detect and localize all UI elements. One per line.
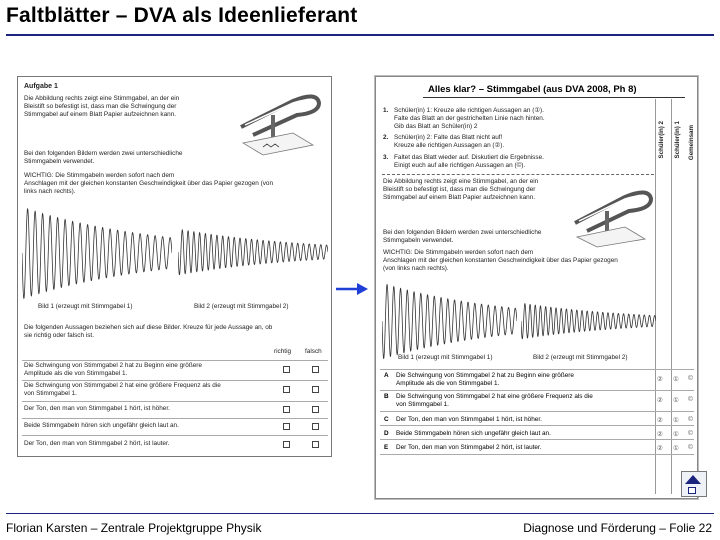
instruction-step: 3. — [383, 154, 389, 161]
warning-text: WICHTIG: Die Stimmgabeln werden sofort nach dem Anschlagen mit der gleichen konstanten Geschwindigkeit über das Papier gezogen (von links nach rechts). — [383, 249, 618, 273]
column-student-1: Schüler(in) 1 — [674, 121, 681, 159]
tuning-fork-illustration — [561, 183, 653, 249]
oscillation-trace-1 — [22, 205, 172, 301]
arrow-right-icon — [335, 282, 369, 296]
caption-1: Bild 1 (erzeugt mit Stimmgabel 1) — [398, 354, 493, 361]
checkbox-right[interactable] — [283, 366, 290, 373]
column-together: Gemeinsam — [688, 125, 695, 161]
worksheet-folded: Alles klar? – Stimmgabel (aus DVA 2008, Ph 8) Schüler(in) 2 Schüler(in) 1 Gemeinsam 1. Schüler(in) 1: Kreuze alle richtigen Aussagen an (①). Falte das Blatt an der gestrichelten Linie nach hinten. Gib das Blatt an Schüler(in) 2 2. Schüler(in) 2: Falte das Blatt nicht auf! Kreuze alle richtigen Aussagen an (②). 3. Faltet das Blatt wieder auf. Diskutiert die Ergebnisse. Einigt euch auf alle richtigen Aussagen an (©). Die Abbildung rechts zeigt eine Stimmgabel, an der ein Bleistift so befestigt ist, dass man die Schwingung der Stimmgabel auf einem Blatt Papier aufzeichnen kann. Bei den folgenden Bildern werden zwei unterschiedliche Stimmgabeln verwendet. WICHTIG: Die Stimmgabeln werden sofort nach dem Anschlagen mit der gleichen konstanten Geschwindigkeit über das Papier gezogen (von links nach rechts). Bild 1 (erzeugt mit Stimmgabel 1) Bild 2 (erzeugt mit Stimmgabel 2) A Die Schwingung von Stimmgabel 2 hat zu Beginn eine größere Amplitude als die von Stimmgabel 1. ② ① © B Die Schwingung von Stimmgabel 2 hat eine größere Frequenz als die von Stimmgabel 1. ② ① © C Der Ton, den man von Stimmgabel 1 hört, ist höher. ② ① © D Beide Stimmgabeln hören sich ungefähr gleich laut an. ② ① © E Der Ton, den man von Stimmgabel 2 hört, ist lauter. ② ① © — [375, 76, 698, 499]
caption-1: Bild 1 (erzeugt mit Stimmgabel 1) — [38, 303, 133, 310]
tuning-fork-illustration — [223, 85, 323, 157]
checkbox-wrong[interactable] — [312, 386, 319, 393]
task-heading: Aufgabe 1 — [24, 83, 58, 90]
description-text: Bei den folgenden Bildern werden zwei unterschiedliche Stimmgabeln verwendet. — [24, 150, 183, 166]
description-text: Bei den folgenden Bildern werden zwei unterschiedliche Stimmgabeln verwendet. — [383, 229, 542, 245]
oscillation-trace-1 — [382, 281, 517, 361]
column-wrong-label: falsch — [305, 348, 322, 355]
caption-2: Bild 2 (erzeugt mit Stimmgabel 2) — [194, 303, 289, 310]
checkbox-wrong[interactable] — [312, 406, 319, 413]
checkbox-wrong[interactable] — [312, 441, 319, 448]
checkbox-right[interactable] — [283, 406, 290, 413]
footer-slide-info: Diagnose und Förderung – Folie 22 — [523, 521, 712, 535]
oscillation-trace-2 — [521, 301, 656, 341]
instruction-step: 1. — [383, 107, 389, 114]
column-student-2: Schüler(in) 2 — [658, 121, 665, 159]
instruction-text: Schüler(in) 2: Falte das Blatt nicht auf! Kreuze alle richtigen Aussagen an (②). — [394, 134, 505, 150]
question-text: Die folgenden Aussagen beziehen sich auf diese Bilder. Kreuze für jede Aussage an, ob sie richtig oder falsch ist. — [24, 324, 273, 340]
title-divider — [6, 34, 714, 36]
door-icon — [688, 487, 696, 494]
oscillation-trace-2 — [178, 227, 328, 277]
warning-text: WICHTIG: Die Stimmgabeln werden sofort nach dem Anschlagen mit der gleichen konstanten Geschwindigkeit über das Papier gezogen (von links nach rechts). — [24, 172, 274, 196]
instruction-step: 2. — [383, 134, 389, 141]
checkbox-right[interactable] — [283, 423, 290, 430]
instruction-text: Schüler(in) 1: Kreuze alle richtigen Aussagen an (①). Falte das Blatt an der gestrichelten Linie nach hinten. Gib das Blatt an Schüler(in) 2 — [394, 107, 545, 131]
footer-author: Florian Karsten – Zentrale Projektgruppe Physik — [6, 521, 262, 535]
home-icon — [685, 475, 701, 484]
checkbox-wrong[interactable] — [312, 423, 319, 430]
instruction-text: Faltet das Blatt wieder auf. Diskutiert die Ergebnisse. Einigt euch auf alle richtigen Aussagen an (©). — [394, 154, 544, 170]
worksheet-original: Aufgabe 1 Die Abbildung rechts zeigt eine Stimmgabel, an der ein Bleistift so befestigt ist, dass man die Schwingung der Stimmgabel auf einem Blatt Papier aufzeichnen kann. Bei den folgenden Bildern werden zwei unterschiedliche Stimmgabeln verwendet. WICHTIG: Die Stimmgabeln werden sofort nach dem Anschlagen mit der gleichen konstanten Geschwindigkeit über das Papier gezogen (von links nach rechts). Bild 1 (erzeugt mit Stimmgabel 1) Bild 2 (erzeugt mit Stimmgabel 2) Die folgenden Aussagen beziehen sich auf diese Bilder. Kreuze für jede Aussage an, ob sie richtig oder falsch ist. richtig falsch Die Schwingung von Stimmgabel 2 hat zu Beginn eine größere Amplitude als die von Stimmgabel 1. Die Schwingung von Stimmgabel 2 hat eine größere Frequenz als die von Stimmgabel 1. Der Ton, den man von Stimmgabel 1 hört, ist höher. Beide Stimmgabeln hören sich ungefähr gleich laut an. Der Ton, den man von Stimmgabel 2 hört, ist lauter. — [17, 76, 332, 457]
footer-divider — [6, 513, 714, 514]
intro-text: Die Abbildung rechts zeigt eine Stimmgabel, an der ein Bleistift so befestigt ist, dass man die Schwingung der Stimmgabel auf einem Blatt Papier aufzeichnen kann. — [24, 95, 180, 119]
checkbox-wrong[interactable] — [312, 366, 319, 373]
worksheet-title: Alles klar? – Stimmgabel (aus DVA 2008, Ph 8) — [428, 84, 637, 95]
intro-text: Die Abbildung rechts zeigt eine Stimmgabel, an der ein Bleistift so befestigt ist, dass man die Schwingung der Stimmgabel auf einem Blatt Papier aufzeichnen kann. — [383, 178, 539, 202]
caption-2: Bild 2 (erzeugt mit Stimmgabel 2) — [533, 354, 628, 361]
home-button[interactable] — [681, 471, 707, 497]
checkbox-right[interactable] — [283, 386, 290, 393]
slide-title: Faltblätter – DVA als Ideenlieferant — [6, 4, 358, 27]
checkbox-right[interactable] — [283, 441, 290, 448]
column-right-label: richtig — [274, 348, 292, 355]
